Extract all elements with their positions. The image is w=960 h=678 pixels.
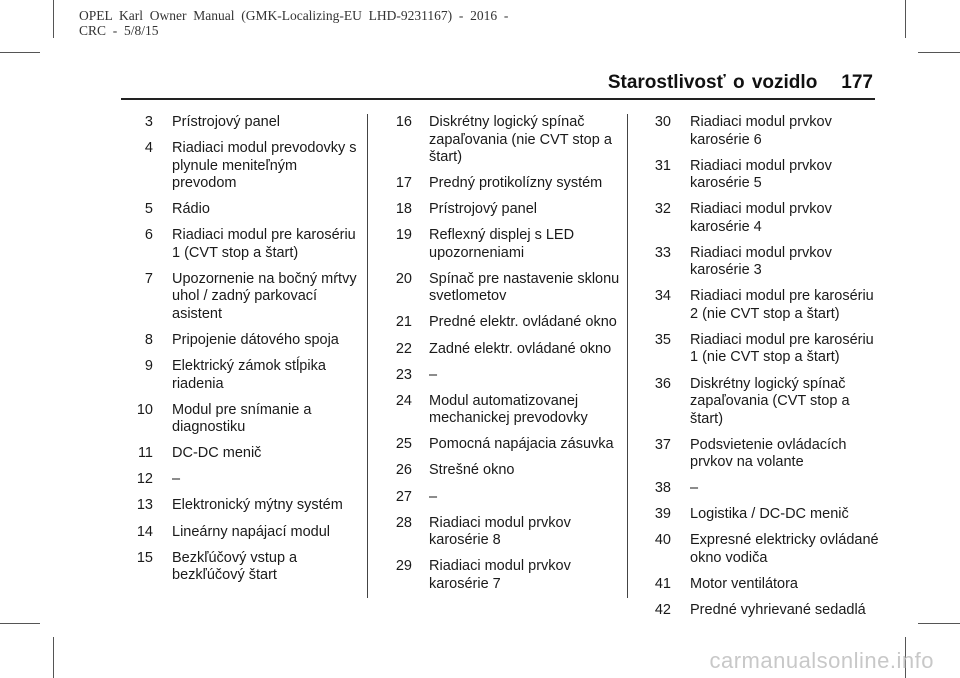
list-item <box>121 201 361 219</box>
item-text: Podsvietenie ovládacích prvkov na volante <box>690 436 847 471</box>
list-item <box>382 489 620 507</box>
list-item <box>641 532 881 567</box>
list-item <box>121 271 361 324</box>
fuse-list-column-2 <box>382 114 620 602</box>
crop-mark <box>0 623 40 624</box>
crop-mark <box>905 0 906 38</box>
list-item <box>641 437 881 472</box>
list-item <box>641 245 881 280</box>
item-text: Riadiaci modul pre karosériu 1 (CVT stop a štart) <box>172 227 356 261</box>
item-number: 25 <box>395 436 412 453</box>
item-number: 20 <box>395 270 412 287</box>
document-info: OPEL Karl Owner Manual (GMK-Localizing-EU LHD-9231167) - 2016 - CRC - 5/8/15 <box>79 8 509 38</box>
item-number: 26 <box>395 462 412 479</box>
list-item <box>382 114 620 167</box>
item-text: Rádio <box>172 201 210 218</box>
item-text: Riadiaci modul pre karosériu 2 (nie CVT stop a štart) <box>690 288 874 322</box>
item-text: Riadiaci modul prvkov karosérie 5 <box>690 157 832 192</box>
item-number: 32 <box>654 201 671 218</box>
crop-mark <box>918 623 960 624</box>
item-text: DC-DC menič <box>172 445 262 462</box>
column-divider <box>367 114 368 598</box>
item-text: Predné vyhrievané sedadlá <box>690 602 866 619</box>
list-item <box>641 376 881 429</box>
item-text: Riadiaci modul prevodovky s plynule meniteľným prevodom <box>172 140 357 192</box>
item-text: Lineárny napájací modul <box>172 523 330 540</box>
list-item <box>382 462 620 480</box>
list-item <box>121 332 361 350</box>
item-text: Upozornenie na bočný mŕtvy uhol / zadný parkovací asistent <box>172 270 357 322</box>
item-text: Bezkľúčový vstup a bezkľúčový štart <box>172 549 298 584</box>
list-item <box>121 358 361 393</box>
list-item <box>382 314 620 332</box>
item-number: 40 <box>654 532 671 549</box>
list-item <box>641 480 881 498</box>
item-number: 36 <box>654 375 671 392</box>
list-item <box>121 402 361 437</box>
item-text: Predný protikolízny systém <box>429 175 603 192</box>
item-text: Logistika / DC-DC menič <box>690 506 849 523</box>
item-text: Pomocná napájacia zásuvka <box>429 436 614 453</box>
item-text: – <box>690 480 699 497</box>
list-item <box>641 158 881 193</box>
item-number: 37 <box>654 436 671 453</box>
header-rule <box>121 98 875 100</box>
list-item <box>382 393 620 428</box>
item-number: 22 <box>395 340 412 357</box>
item-number: 31 <box>654 157 671 174</box>
list-item <box>382 201 620 219</box>
list-item <box>382 271 620 306</box>
item-text: Riadiaci modul pre karosériu 1 (nie CVT stop a štart) <box>690 331 874 366</box>
item-text: Diskrétny logický spínač zapaľovania (CVT stop a štart) <box>690 375 850 427</box>
item-text: Strešné okno <box>429 462 515 479</box>
watermark: carmanualsonline.info <box>709 648 934 673</box>
item-text: Riadiaci modul prvkov karosérie 6 <box>690 114 832 148</box>
item-number: 30 <box>654 114 671 130</box>
item-number: 39 <box>654 506 671 523</box>
item-number: 27 <box>395 488 412 505</box>
item-number: 14 <box>136 523 153 540</box>
item-number: 16 <box>395 114 412 130</box>
list-item <box>121 497 361 515</box>
item-number: 38 <box>654 480 671 497</box>
list-item <box>382 558 620 593</box>
item-number: 17 <box>395 175 412 192</box>
page-number: 177 <box>841 72 873 93</box>
item-text: Elektrický zámok stĺpika riadenia <box>172 358 326 392</box>
crop-mark <box>53 637 54 678</box>
item-text: Prístrojový panel <box>172 114 280 130</box>
item-text: Pripojenie dátového spoja <box>172 331 339 348</box>
item-number: 10 <box>136 401 153 418</box>
item-text: – <box>429 366 438 383</box>
item-number: 13 <box>136 497 153 514</box>
item-text: – <box>172 471 181 488</box>
list-item <box>641 506 881 524</box>
item-number: 15 <box>136 549 153 566</box>
item-text: – <box>429 488 438 505</box>
item-text: Motor ventilátora <box>690 576 798 593</box>
list-item <box>382 367 620 385</box>
item-number: 6 <box>144 227 153 244</box>
item-number: 41 <box>654 576 671 593</box>
column-divider <box>627 114 628 598</box>
crop-mark <box>53 0 54 38</box>
list-item <box>382 436 620 454</box>
list-item <box>382 227 620 262</box>
item-text: Elektronický mýtny systém <box>172 497 343 514</box>
list-item <box>121 140 361 193</box>
item-number: 29 <box>395 558 412 575</box>
list-item <box>382 175 620 193</box>
item-text: Diskrétny logický spínač zapaľovania (nie CVT stop a štart) <box>429 114 612 165</box>
item-number: 7 <box>144 270 153 287</box>
item-number: 3 <box>144 114 153 130</box>
page-header <box>608 72 873 94</box>
section-title: Starostlivosť o vozidlo <box>607 72 818 93</box>
item-number: 4 <box>144 140 153 157</box>
item-number: 11 <box>137 445 153 462</box>
list-item <box>641 288 881 323</box>
item-number: 24 <box>395 392 412 409</box>
fuse-list-column-3 <box>641 114 881 628</box>
list-item <box>382 341 620 359</box>
item-number: 34 <box>654 288 671 305</box>
item-number: 42 <box>654 602 671 619</box>
list-item <box>121 445 361 463</box>
item-text: Riadiaci modul prvkov karosérie 4 <box>690 201 832 235</box>
item-number: 35 <box>654 331 671 348</box>
item-number: 28 <box>395 514 412 531</box>
list-item <box>121 550 361 585</box>
list-item <box>641 114 881 149</box>
crop-mark <box>918 52 960 53</box>
item-number: 33 <box>654 244 671 261</box>
item-text: Spínač pre nastavenie sklonu svetlometov <box>429 270 620 305</box>
item-text: Zadné elektr. ovládané okno <box>429 340 612 357</box>
list-item <box>641 602 881 620</box>
crop-mark <box>0 52 40 53</box>
item-text: Expresné elektricky ovládané okno vodiča <box>690 532 879 566</box>
item-text: Riadiaci modul prvkov karosérie 8 <box>429 514 571 549</box>
item-number: 5 <box>144 201 153 218</box>
item-number: 23 <box>395 366 412 383</box>
item-text: Modul pre snímanie a diagnostiku <box>172 401 312 436</box>
list-item <box>121 227 361 262</box>
item-number: 19 <box>395 227 412 244</box>
item-number: 9 <box>144 358 153 375</box>
list-item <box>121 524 361 542</box>
list-item <box>121 114 361 132</box>
item-text: Riadiaci modul prvkov karosérie 7 <box>429 558 571 592</box>
list-item <box>641 201 881 236</box>
item-number: 18 <box>395 201 412 218</box>
item-number: 8 <box>144 331 153 348</box>
item-text: Reflexný displej s LED upozorneniami <box>429 227 575 261</box>
fuse-list-column-1 <box>121 114 361 593</box>
item-number: 12 <box>136 471 153 488</box>
item-number: 21 <box>395 314 412 331</box>
list-item <box>641 332 881 367</box>
list-item <box>382 515 620 550</box>
list-item <box>121 471 361 489</box>
item-text: Modul automatizovanej mechanickej prevodovky <box>429 392 588 427</box>
item-text: Riadiaci modul prvkov karosérie 3 <box>690 244 832 279</box>
item-text: Predné elektr. ovládané okno <box>429 314 617 331</box>
item-text: Prístrojový panel <box>429 201 537 218</box>
list-item <box>641 576 881 594</box>
